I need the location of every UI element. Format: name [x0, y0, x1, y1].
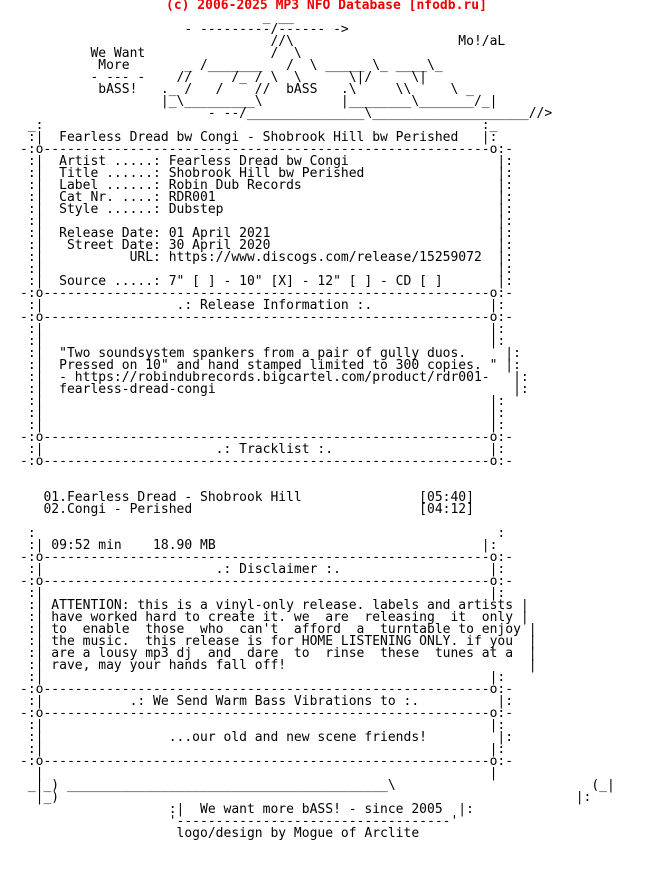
info-text-line: :| fearless-dread-congi |:: [20, 382, 529, 397]
frame-separator: -:o---------------------------------------------------------o:-: [20, 550, 514, 565]
disclaimer-line: :| the music. this release is for HOME LISTENING ONLY. if you |: [20, 634, 537, 649]
logo-line: |_\_________\ |________\_______/_|: [20, 94, 498, 109]
logo-line: - ---------/------ ->: [20, 22, 349, 37]
frame-separator: -:o---------------------------------------------------------o:-: [20, 454, 514, 469]
section-heading-release-info: :| .: Release Information :. |:: [20, 298, 506, 313]
frame-spacer: : :: [20, 526, 506, 541]
logo-line: //\ Mo!/aL: [20, 34, 506, 49]
frame-blank: :| |:: [20, 418, 506, 433]
greets-text: :| ...our old and new scene friends! |:: [20, 730, 514, 745]
field-release-date: :| Release Date: 01 April 2021 |:: [20, 226, 514, 241]
frame-top: _: :_: [20, 118, 498, 133]
frame-separator: -:o---------------------------------------------------------o:-: [20, 142, 514, 157]
credits-line: logo/design by Mogue of Arclite: [20, 826, 420, 841]
field-source: :| Source .....: 7" [ ] - 10" [X] - 12" [ ] - CD [ ] |:: [20, 274, 514, 289]
disclaimer-line: :| have worked hard to create it. we are releasing it only |: [20, 610, 529, 625]
copyright-header: (c) 2006-2025 MP3 NFO Database [nfodb.ru]: [166, 0, 487, 13]
field-label: :| Label ......: Robin Dub Records |:: [20, 178, 514, 193]
track-row: 02.Congi - Perished [04:12]: [20, 502, 474, 517]
frame-separator: -:o---------------------------------------------------------o:-: [20, 706, 514, 721]
frame-blank: :| |:: [20, 406, 506, 421]
logo-line: - --/_______________\____________________//>: [20, 106, 553, 121]
section-heading-tracklist: :| .: Tracklist :. |:: [20, 442, 506, 457]
logo-line: - --- - // /_ / \ \ \|/ \|: [20, 70, 427, 85]
frame-separator: -:o---------------------------------------------------------o:-: [20, 310, 514, 325]
disclaimer-line: :| to enable those who can't afford a turntable to enjoy |: [20, 622, 537, 637]
frame-separator: -:o---------------------------------------------------------o:-: [20, 430, 514, 445]
field-style: :| Style ......: Dubstep |:: [20, 202, 514, 217]
frame-blank: :| |:: [20, 718, 506, 733]
frame-blank: :| |:: [20, 670, 506, 685]
disclaimer-line: :| rave, may your hands fall off! |: [20, 658, 537, 673]
disclaimer-line: :| are a lousy mp3 dj and dare to rinse these tunes at a |: [20, 646, 537, 661]
field-artist: :| Artist .....: Fearless Dread bw Congi |:: [20, 154, 514, 169]
info-text-line: :| "Two soundsystem spankers from a pair of gully duos. |:: [20, 346, 521, 361]
logo-line: bASS! ._ / / // bASS .\ \\ \ _: [20, 82, 474, 97]
frame-separator: -:o---------------------------------------------------------o:-: [20, 574, 514, 589]
disclaimer-line: :| ATTENTION: this is a vinyl-only release. labels and artists |: [20, 598, 529, 613]
frame-bottom: |_) |:: [20, 790, 592, 805]
frame-blank: :| |:: [20, 334, 506, 349]
footer-box-bottom: '-----------------------------------': [20, 814, 459, 829]
totals-line: :| 09:52 min 18.90 MB |:: [20, 538, 498, 553]
logo-line: More _ /_______ / \ _____ \_ ____\_: [20, 58, 443, 73]
frame-spacer: | |: [20, 766, 498, 781]
frame-blank: :| |:: [20, 214, 514, 229]
field-title: :| Title ......: Shobrook Hill bw Perished |:: [20, 166, 514, 181]
track-row: 01.Fearless Dread - Shobrook Hill [05:40]: [20, 490, 474, 505]
field-street-date: :| Street Date: 30 April 2020 |:: [20, 238, 514, 253]
frame-separator: -:o---------------------------------------------------------o:-: [20, 682, 514, 697]
frame-blank: :| |:: [20, 586, 506, 601]
frame-blank: :| |:: [20, 322, 506, 337]
frame-separator: -:o---------------------------------------------------------o:-: [20, 754, 514, 769]
info-text-line[interactable]: :| - https://robindubrecords.bigcartel.com/product/rdr001- |:: [20, 370, 529, 385]
logo-line: We Want / \: [20, 46, 302, 61]
frame-blank: :| |:: [20, 742, 506, 757]
frame-bottom: _|_) _________________________________________\ (_|: [20, 778, 615, 793]
frame-blank: :| |:: [20, 262, 514, 277]
field-url[interactable]: :| URL: https://www.discogs.com/release/15259072 |:: [20, 250, 514, 265]
logo-line: _ __: [20, 10, 294, 25]
section-heading-greets: :| .: We Send Warm Bass Vibrations to :. |:: [20, 694, 514, 709]
release-title: :| Fearless Dread bw Congi - Shobrook Hill bw Perished |:: [20, 130, 498, 145]
section-heading-disclaimer: :| .: Disclaimer :. |:: [20, 562, 506, 577]
footer-box: :| We want more bASS! - since 2005 |:: [20, 802, 474, 817]
frame-blank: :| |:: [20, 394, 506, 409]
field-cat-nr: :| Cat Nr. ....: RDR001 |:: [20, 190, 514, 205]
info-text-line: :| Pressed on 10" and hand stamped limited to 300 copies. " |:: [20, 358, 521, 373]
frame-separator: -:o---------------------------------------------------------o:-: [20, 286, 514, 301]
